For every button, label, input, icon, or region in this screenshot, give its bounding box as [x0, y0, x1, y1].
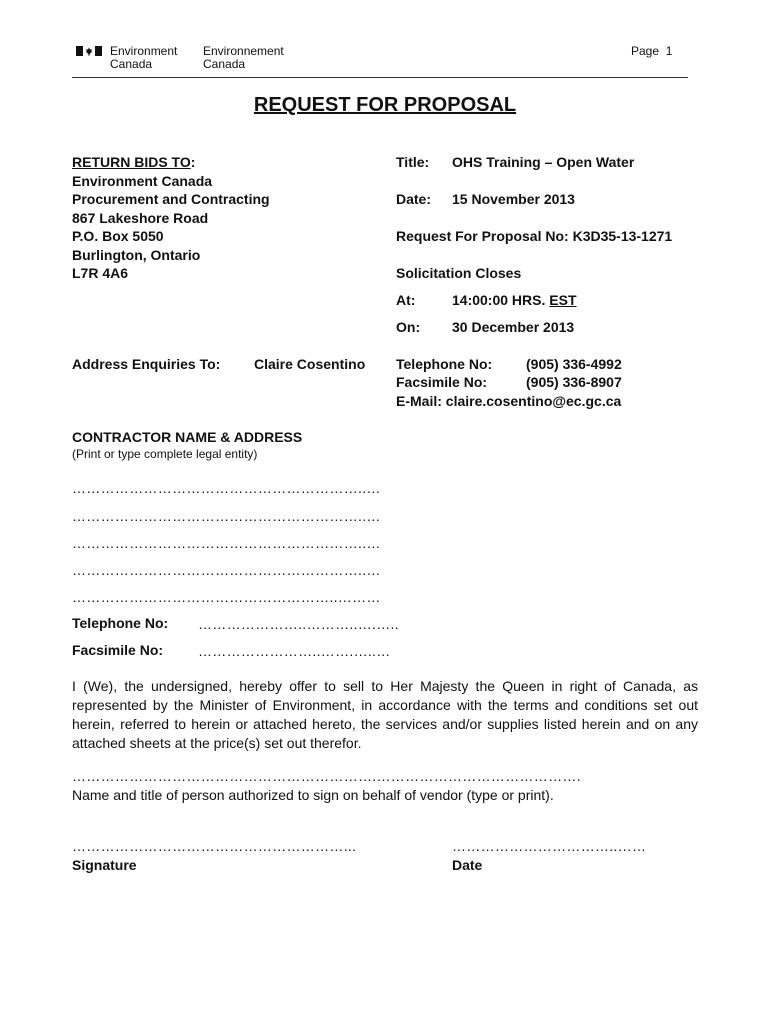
authorized-name-field[interactable]: ……………………………………………………….…………………………………….	[72, 768, 581, 784]
return-address-line: 867 Lakeshore Road	[72, 209, 209, 226]
enquiries-tel-label: Telephone No:	[396, 356, 493, 372]
return-address-line: Procurement and Contracting	[72, 191, 270, 207]
enquiries-email-label: E-Mail:	[396, 393, 442, 409]
contractor-note: (Print or type complete legal entity)	[72, 447, 258, 461]
page-number: 1	[665, 44, 673, 58]
enquiries-label: Address Enquiries To:	[72, 356, 221, 372]
date-field-label: Date	[452, 857, 483, 873]
dept-name-fr	[203, 45, 284, 71]
enquiries-tel-value: (905) 336-4992	[526, 356, 622, 372]
contractor-tel-field[interactable]: …………………..………..….…..	[198, 616, 399, 632]
enquiries-email	[396, 392, 621, 411]
return-address-line: Burlington, Ontario	[72, 246, 201, 263]
dept-fr-line1: Environnement	[203, 44, 284, 58]
contractor-fill-line[interactable]: ……………………………………………………..…	[72, 535, 381, 551]
authorized-name-label: Name and title of person authorized to sign on behalf of vendor (type or print).	[72, 787, 554, 803]
title-label: Title:	[396, 154, 430, 170]
signature-field[interactable]: …………………………………………………...	[72, 838, 357, 854]
return-bids-heading-text: RETURN BIDS TO	[72, 154, 191, 170]
return-bids-heading	[72, 153, 372, 172]
return-bids-block	[72, 153, 372, 283]
contractor-tel-label: Telephone No:	[72, 615, 169, 631]
return-address-line: P.O. Box 5050	[72, 228, 164, 244]
contractor-fax-field[interactable]: ……………………..…….…..…	[198, 643, 391, 659]
date-label: Date:	[396, 191, 432, 207]
signature-label: Signature	[72, 857, 137, 873]
title-value: OHS Training – Open Water	[452, 154, 635, 170]
return-address-line: L7R 4A6	[72, 265, 129, 281]
closing-time	[452, 291, 577, 310]
closing-date-label: On:	[396, 319, 421, 335]
dept-name-en	[110, 45, 177, 71]
enquiries-fax-label: Facsimile No:	[396, 374, 488, 390]
canada-flag-icon	[76, 46, 102, 56]
date-value: 15 November 2013	[452, 191, 575, 207]
rfp-value: K3D35-13-1271	[572, 228, 673, 244]
date-field[interactable]: ……………………………..……	[452, 838, 647, 854]
contractor-fax-label: Facsimile No:	[72, 642, 164, 658]
closing-time-label: At:	[396, 292, 416, 308]
header-rule	[72, 77, 688, 78]
page-indicator	[631, 45, 672, 58]
return-address-line: Environment Canada	[72, 172, 213, 189]
contractor-fill-line[interactable]: ……………………………………………………..…	[72, 480, 381, 496]
enquiries-fax-value: (905) 336-8907	[526, 374, 622, 390]
rfp-label: Request For Proposal No:	[396, 228, 569, 244]
contractor-fill-line[interactable]: ……………………………………………………..…	[72, 508, 381, 524]
closing-date-value: 30 December 2013	[452, 319, 575, 335]
contractor-heading: CONTRACTOR NAME & ADDRESS	[72, 429, 303, 445]
return-bids-colon: :	[190, 154, 196, 170]
contractor-fill-line[interactable]: ……………………………………………………..…	[72, 562, 381, 578]
dept-en-line1: Environment	[110, 44, 178, 58]
closing-time-zone: EST	[549, 292, 577, 308]
document-title: REQUEST FOR PROPOSAL	[253, 94, 517, 116]
dept-fr-line2: Canada	[203, 57, 246, 71]
rfp-number-line	[396, 227, 672, 246]
enquiries-email-value[interactable]: claire.cosentino@ec.gc.ca	[445, 393, 622, 409]
solicitation-closes-label: Solicitation Closes	[396, 265, 522, 281]
offer-paragraph: I (We), the undersigned, hereby offer to sell to Her Majesty the Queen in right of Canada, as represented by the Minister of Environment, in accordance with the terms and conditions set out herein, referred to herein or attached hereto, the services and/or supplies listed herein and on any attached sheets at the price(s) set out therefor.	[72, 678, 698, 751]
enquiries-contact-name: Claire Cosentino	[254, 356, 366, 372]
dept-en-line2: Canada	[110, 57, 153, 71]
closing-time-value: 14:00:00 HRS.	[452, 292, 546, 308]
contractor-fill-line[interactable]: ………………………………………………..………	[72, 589, 381, 605]
page-label: Page	[631, 44, 660, 58]
